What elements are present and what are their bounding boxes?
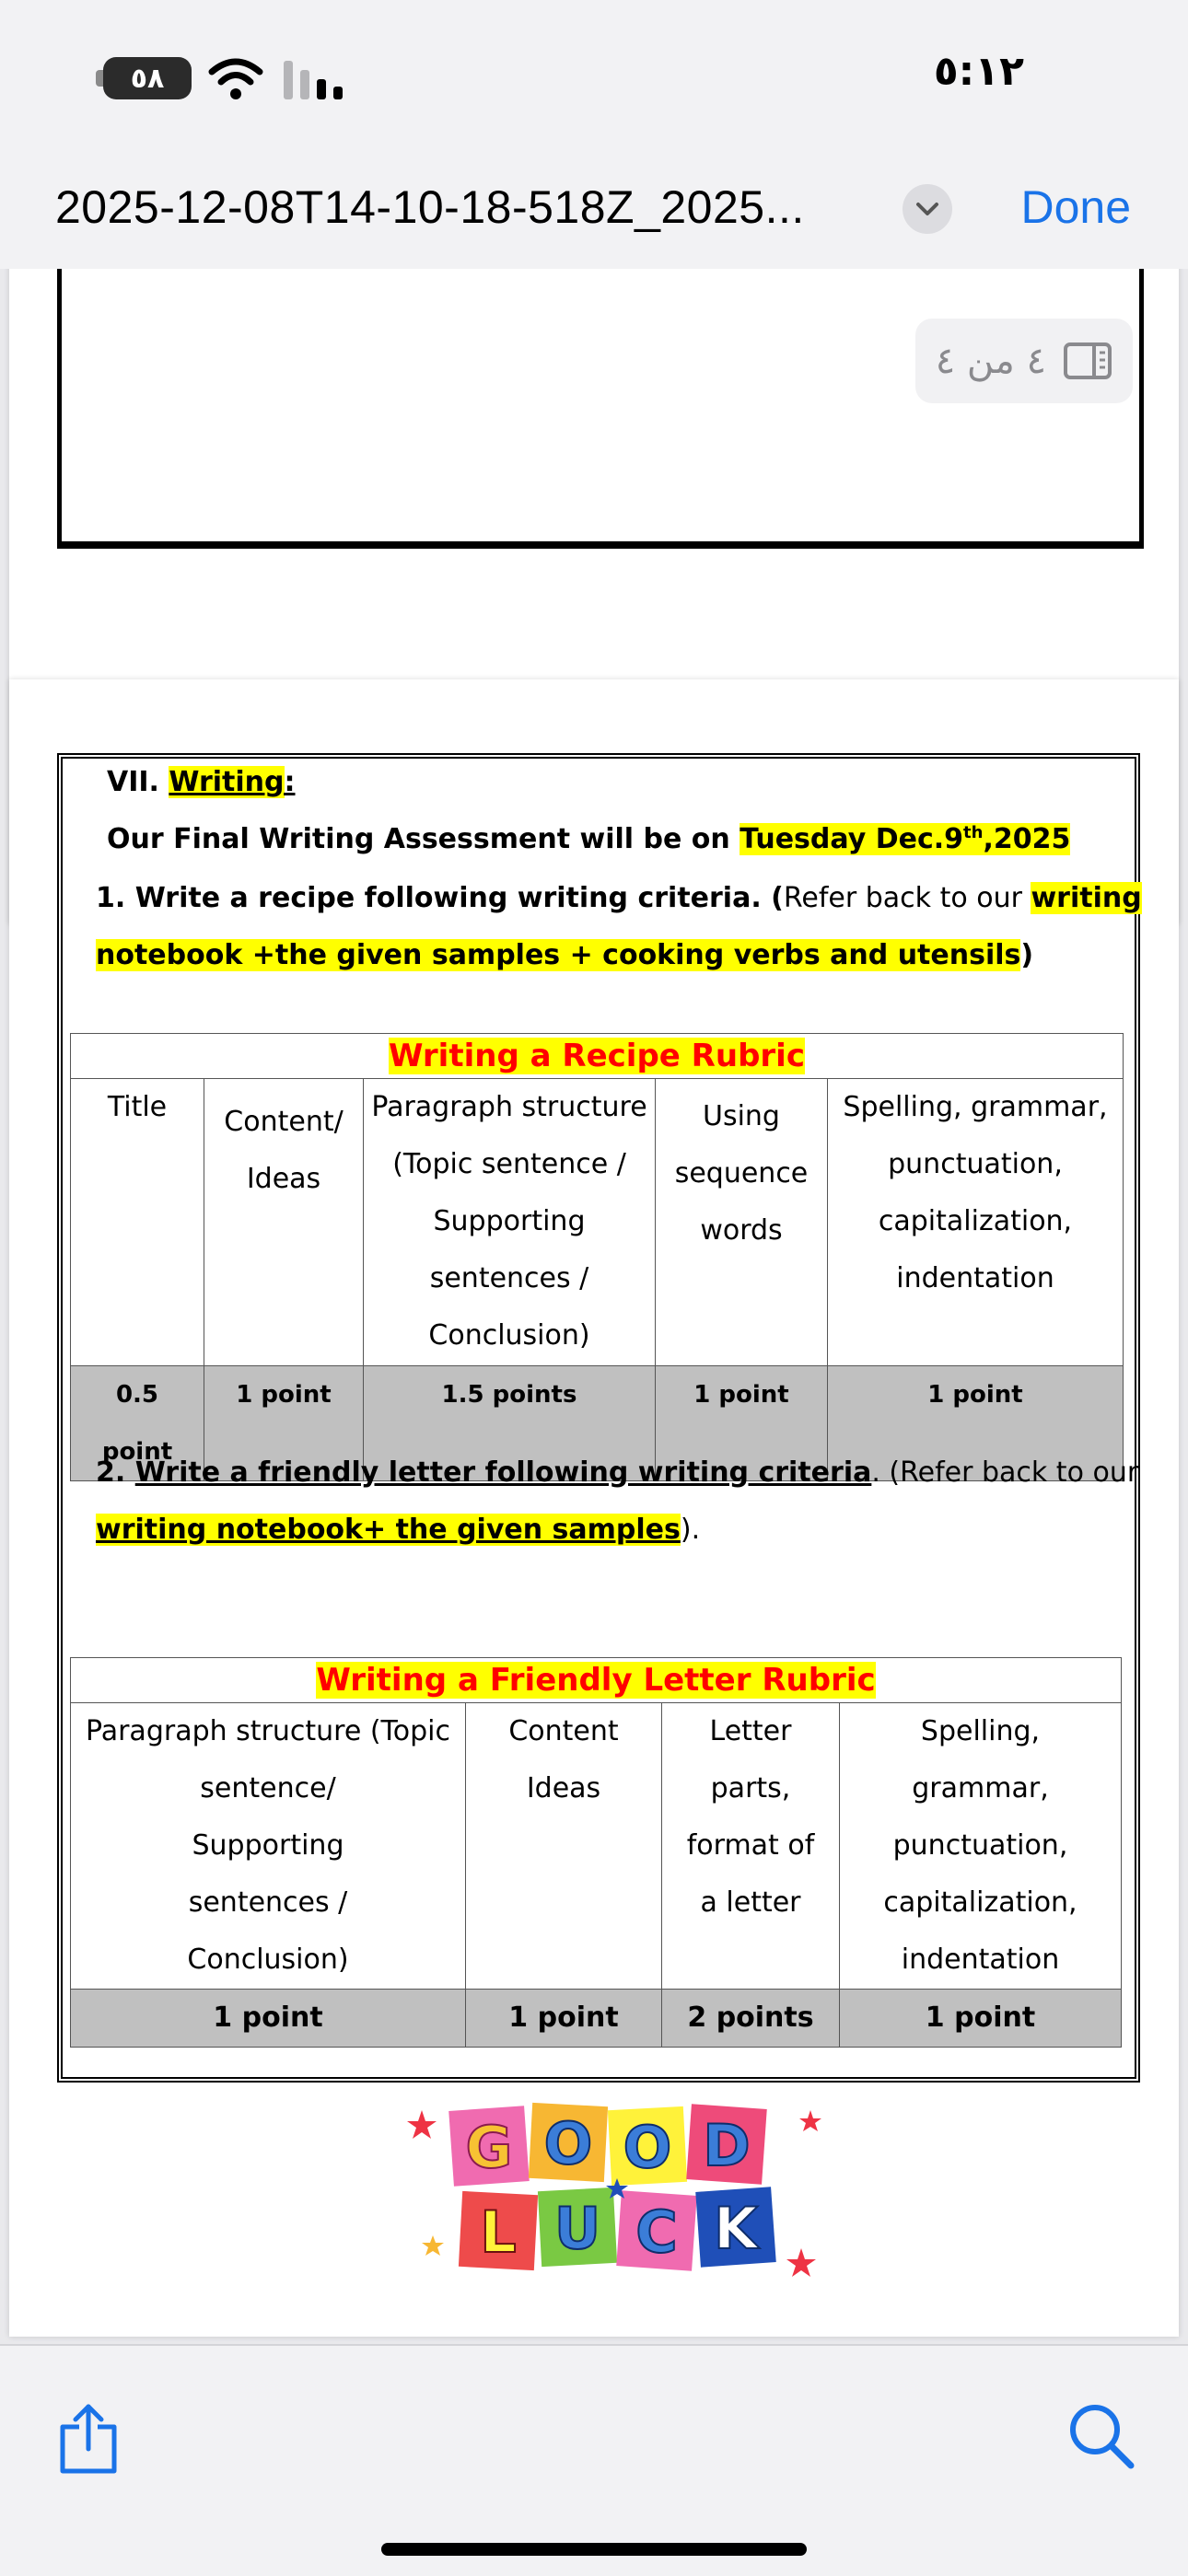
good-letter: O bbox=[623, 2114, 672, 2181]
score-cell: 1 point bbox=[840, 1990, 1122, 2048]
recipe-header-spelling: Spelling, grammar, punctuation, capitalization, indentation bbox=[828, 1079, 1124, 1366]
recipe-header-title: Title bbox=[71, 1079, 204, 1366]
title-menu-button[interactable] bbox=[903, 184, 952, 234]
section-heading: VII. Writing: bbox=[107, 766, 296, 798]
status-time: ٥:١٢ bbox=[933, 48, 1024, 95]
home-indicator[interactable] bbox=[381, 2543, 807, 2556]
current-page bbox=[9, 679, 1179, 2337]
recipe-rubric-table bbox=[70, 1033, 1124, 1481]
good-letter: G bbox=[465, 2114, 513, 2181]
wifi-icon bbox=[208, 55, 263, 101]
letter-header-parts: Letter parts, format of a letter bbox=[662, 1703, 840, 1990]
battery-nub bbox=[96, 70, 103, 87]
luck-letter: K bbox=[713, 2195, 759, 2262]
document-viewport[interactable] bbox=[0, 269, 1188, 2344]
score-cell: 1 point bbox=[656, 1366, 828, 1481]
score-cell: 1 point bbox=[71, 1990, 466, 2048]
task-1-line-1: 1. Write a recipe following writing criteria. (Refer back to our writing bbox=[96, 882, 1142, 914]
page-counter-badge bbox=[915, 319, 1133, 403]
page-border bbox=[57, 753, 1140, 2083]
sidebar-icon bbox=[1063, 342, 1112, 380]
good-letter: D bbox=[703, 2112, 751, 2179]
recipe-header-content: Content/ Ideas bbox=[204, 1079, 364, 1366]
task-1-line-2: notebook +the given samples + cooking verbs and utensils) bbox=[96, 939, 1034, 971]
luck-letter: C bbox=[635, 2199, 678, 2266]
task-2-line-1: 2. Write a friendly letter following writing criteria. (Refer back to our bbox=[96, 1456, 1139, 1489]
recipe-header-sequence: Using sequence words bbox=[656, 1079, 828, 1366]
letter-header-content: Content Ideas bbox=[466, 1703, 662, 1990]
letter-rubric-table bbox=[70, 1657, 1122, 2048]
battery-icon: ٥٨ bbox=[103, 57, 192, 99]
good-luck-clipart bbox=[405, 2097, 829, 2281]
score-cell: 1 point bbox=[466, 1990, 662, 2048]
score-cell: 1.5 points bbox=[364, 1366, 656, 1481]
nav-bar bbox=[0, 157, 1188, 271]
letter-header-spelling: Spelling, grammar, punctuation, capitalization, indentation bbox=[840, 1703, 1122, 1990]
done-button[interactable]: Done bbox=[1020, 181, 1131, 233]
score-cell: 0.5 point bbox=[71, 1366, 204, 1481]
letter-score-row bbox=[71, 1990, 1122, 2048]
previous-page-frame bbox=[57, 269, 1144, 546]
bottom-toolbar bbox=[0, 2344, 1188, 2576]
score-cell: 2 points bbox=[662, 1990, 840, 2048]
recipe-rubric-title: Writing a Recipe Rubric bbox=[71, 1034, 1124, 1079]
assessment-line: Our Final Writing Assessment will be on Tuesday Dec.9th,2025 bbox=[107, 823, 1071, 855]
luck-letter: L bbox=[480, 2199, 517, 2266]
letter-header-paragraph: Paragraph structure (Topic sentence/ Supporting sentences / Conclusion) bbox=[71, 1703, 466, 1990]
recipe-header-paragraph: Paragraph structure (Topic sentence / Supporting sentences / Conclusion) bbox=[364, 1079, 656, 1366]
cellular-signal-icon bbox=[282, 57, 346, 101]
page-counter-text: ٤ من ٤ bbox=[935, 340, 1046, 382]
task-2-line-2: writing notebook+ the given samples). bbox=[96, 1514, 701, 1546]
luck-letter: U bbox=[553, 2195, 601, 2262]
score-cell: 1 point bbox=[204, 1366, 364, 1481]
good-letter: O bbox=[543, 2110, 593, 2177]
score-cell: 1 point bbox=[828, 1366, 1124, 1481]
document-title[interactable]: 2025-12-08T14-10-18-518Z_2025... bbox=[55, 181, 805, 233]
chevron-down-icon bbox=[915, 201, 939, 217]
search-icon[interactable] bbox=[1066, 2401, 1136, 2471]
status-bar bbox=[0, 0, 1188, 157]
share-icon[interactable] bbox=[55, 2401, 122, 2475]
letter-rubric-title: Writing a Friendly Letter Rubric bbox=[71, 1658, 1122, 1703]
